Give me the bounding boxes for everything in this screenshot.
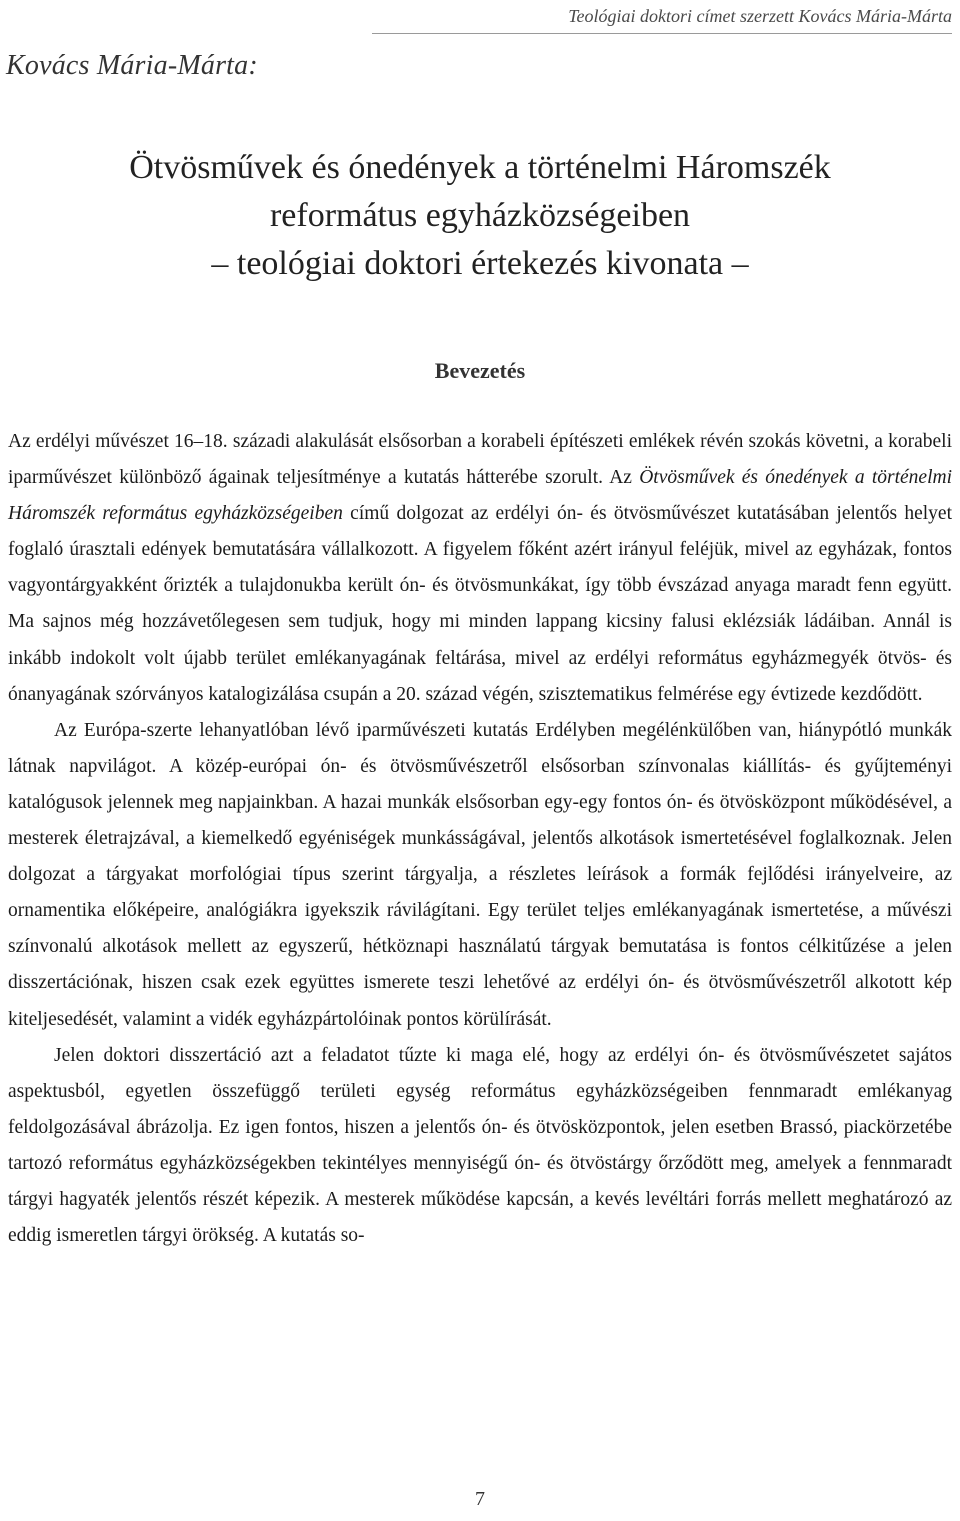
section-heading: Bevezetés	[434, 358, 526, 383]
running-head: Teológiai doktori címet szerzett Kovács Mária-Márta	[372, 6, 952, 34]
title-line-2: református egyházközségeiben	[269, 197, 691, 234]
paragraph-1	[8, 424, 952, 713]
author-name: Kovács Mária-Márta:	[6, 50, 258, 81]
paragraph-1-rest: című dolgozat az erdélyi ón- és ötvösművészet kutatásában jelentős helyet foglaló úrasztali edények bemutatására vállalkozott. A figyelem főként azért irányul feléjük, mivel az egyházak, fontos vagyontárgyakként őrizték a tulajdonukba került ón- és ötvösmunkákat, így több évszázad anyaga maradt fenn együtt. Ma sajnos még hozzávetőlegesen sem tudjuk, hogy mi minden lappang kicsiny falusi eklézsiák ládáiban. Annál is inkább indokolt volt újabb terület emlékanyagának feltárása, mivel az erdélyi református egyházmegyék ötvös- és ónanyagának szórványos katalogizálása csupán a 20. század végén, szisztematikus felmérése egy évtizede kezdődött.	[8, 503, 953, 705]
body-text	[8, 424, 952, 1254]
article-title	[0, 144, 960, 288]
title-line-1: Ötvösművek és ónedények a történelmi Háromszék	[129, 149, 831, 186]
page-number: 7	[475, 1488, 485, 1510]
paragraph-1-lead: Az erdélyi művészet 16–18. századi alakulását elsősorban a korabeli építészeti emlékek révén szokás követni, a korabeli iparművészet különböző ágainak teljesítménye a kutatás hátterébe szorult. Az	[8, 431, 952, 489]
paragraph-2: Az Európa-szerte lehanyatlóban lévő iparművészeti kutatás Erdélyben megélénkülőben van, hiánypótló munkák látnak napvilágot. A közép-európai ón- és ötvösművészetről elsősorban színvonalas kiállítás- és gyűjteményi katalógusok jelennek meg napjainkban. A hazai munkák elsősorban egy-egy fontos ón- és ötvösközpont működésével, a mesterek életrajzával, a kiemelkedő egyéniségek munkásságával, jelentős alkotások ismertetésével foglalkoznak. Jelen dolgozat a tárgyakat morfológiai típus szerint tárgyalja, a részletes leírások a formák fejlődési irányelveire, az ornamentika előképeire, analógiákra igyekszik rávilágítani. Egy terület teljes emlékanyagának ismertetése, a művészi színvonalú alkotások mellett az egyszerű, hétköznapi használatú tárgyak bemutatása is fontos célkitűzése a jelen disszertációnak, hiszen csak ezek együttes ismerete teszi lehetővé az erdélyi ón- és ötvösművészetről alkotott kép kiteljesedését, valamint a vidék egyházpártolóinak pontos körülírását.	[8, 719, 952, 1030]
title-line-3: – teológiai doktori értekezés kivonata –	[211, 245, 749, 282]
work-title-italic: Ötvösművek és ónedények a történelmi Háromszék református egyházközségeiben	[8, 467, 952, 525]
paragraph-3: Jelen doktori disszertáció azt a feladatot tűzte ki maga elé, hogy az erdélyi ón- és ötvösművészetet sajátos aspektusból, egyetlen összefüggő területi egység református egyházközségeiben fennmaradt emlékanyag feldolgozásával ábrázolja. Ez igen fontos, hiszen a jelentős ón- és ötvösközpontok, jelen esetben Brassó, piackörzetébe tartozó református egyházközségekben tekintélyes mennyiségű ón- és ötvöstárgy őrződött meg, amelyek a fennmaradt tárgyi hagyaték jelentős részét képezik. A mesterek működése kapcsán, a kevés levéltári forrás mellett meghatározó az eddig ismeretlen tárgyi örökség. A kutatás so-	[8, 1044, 952, 1247]
